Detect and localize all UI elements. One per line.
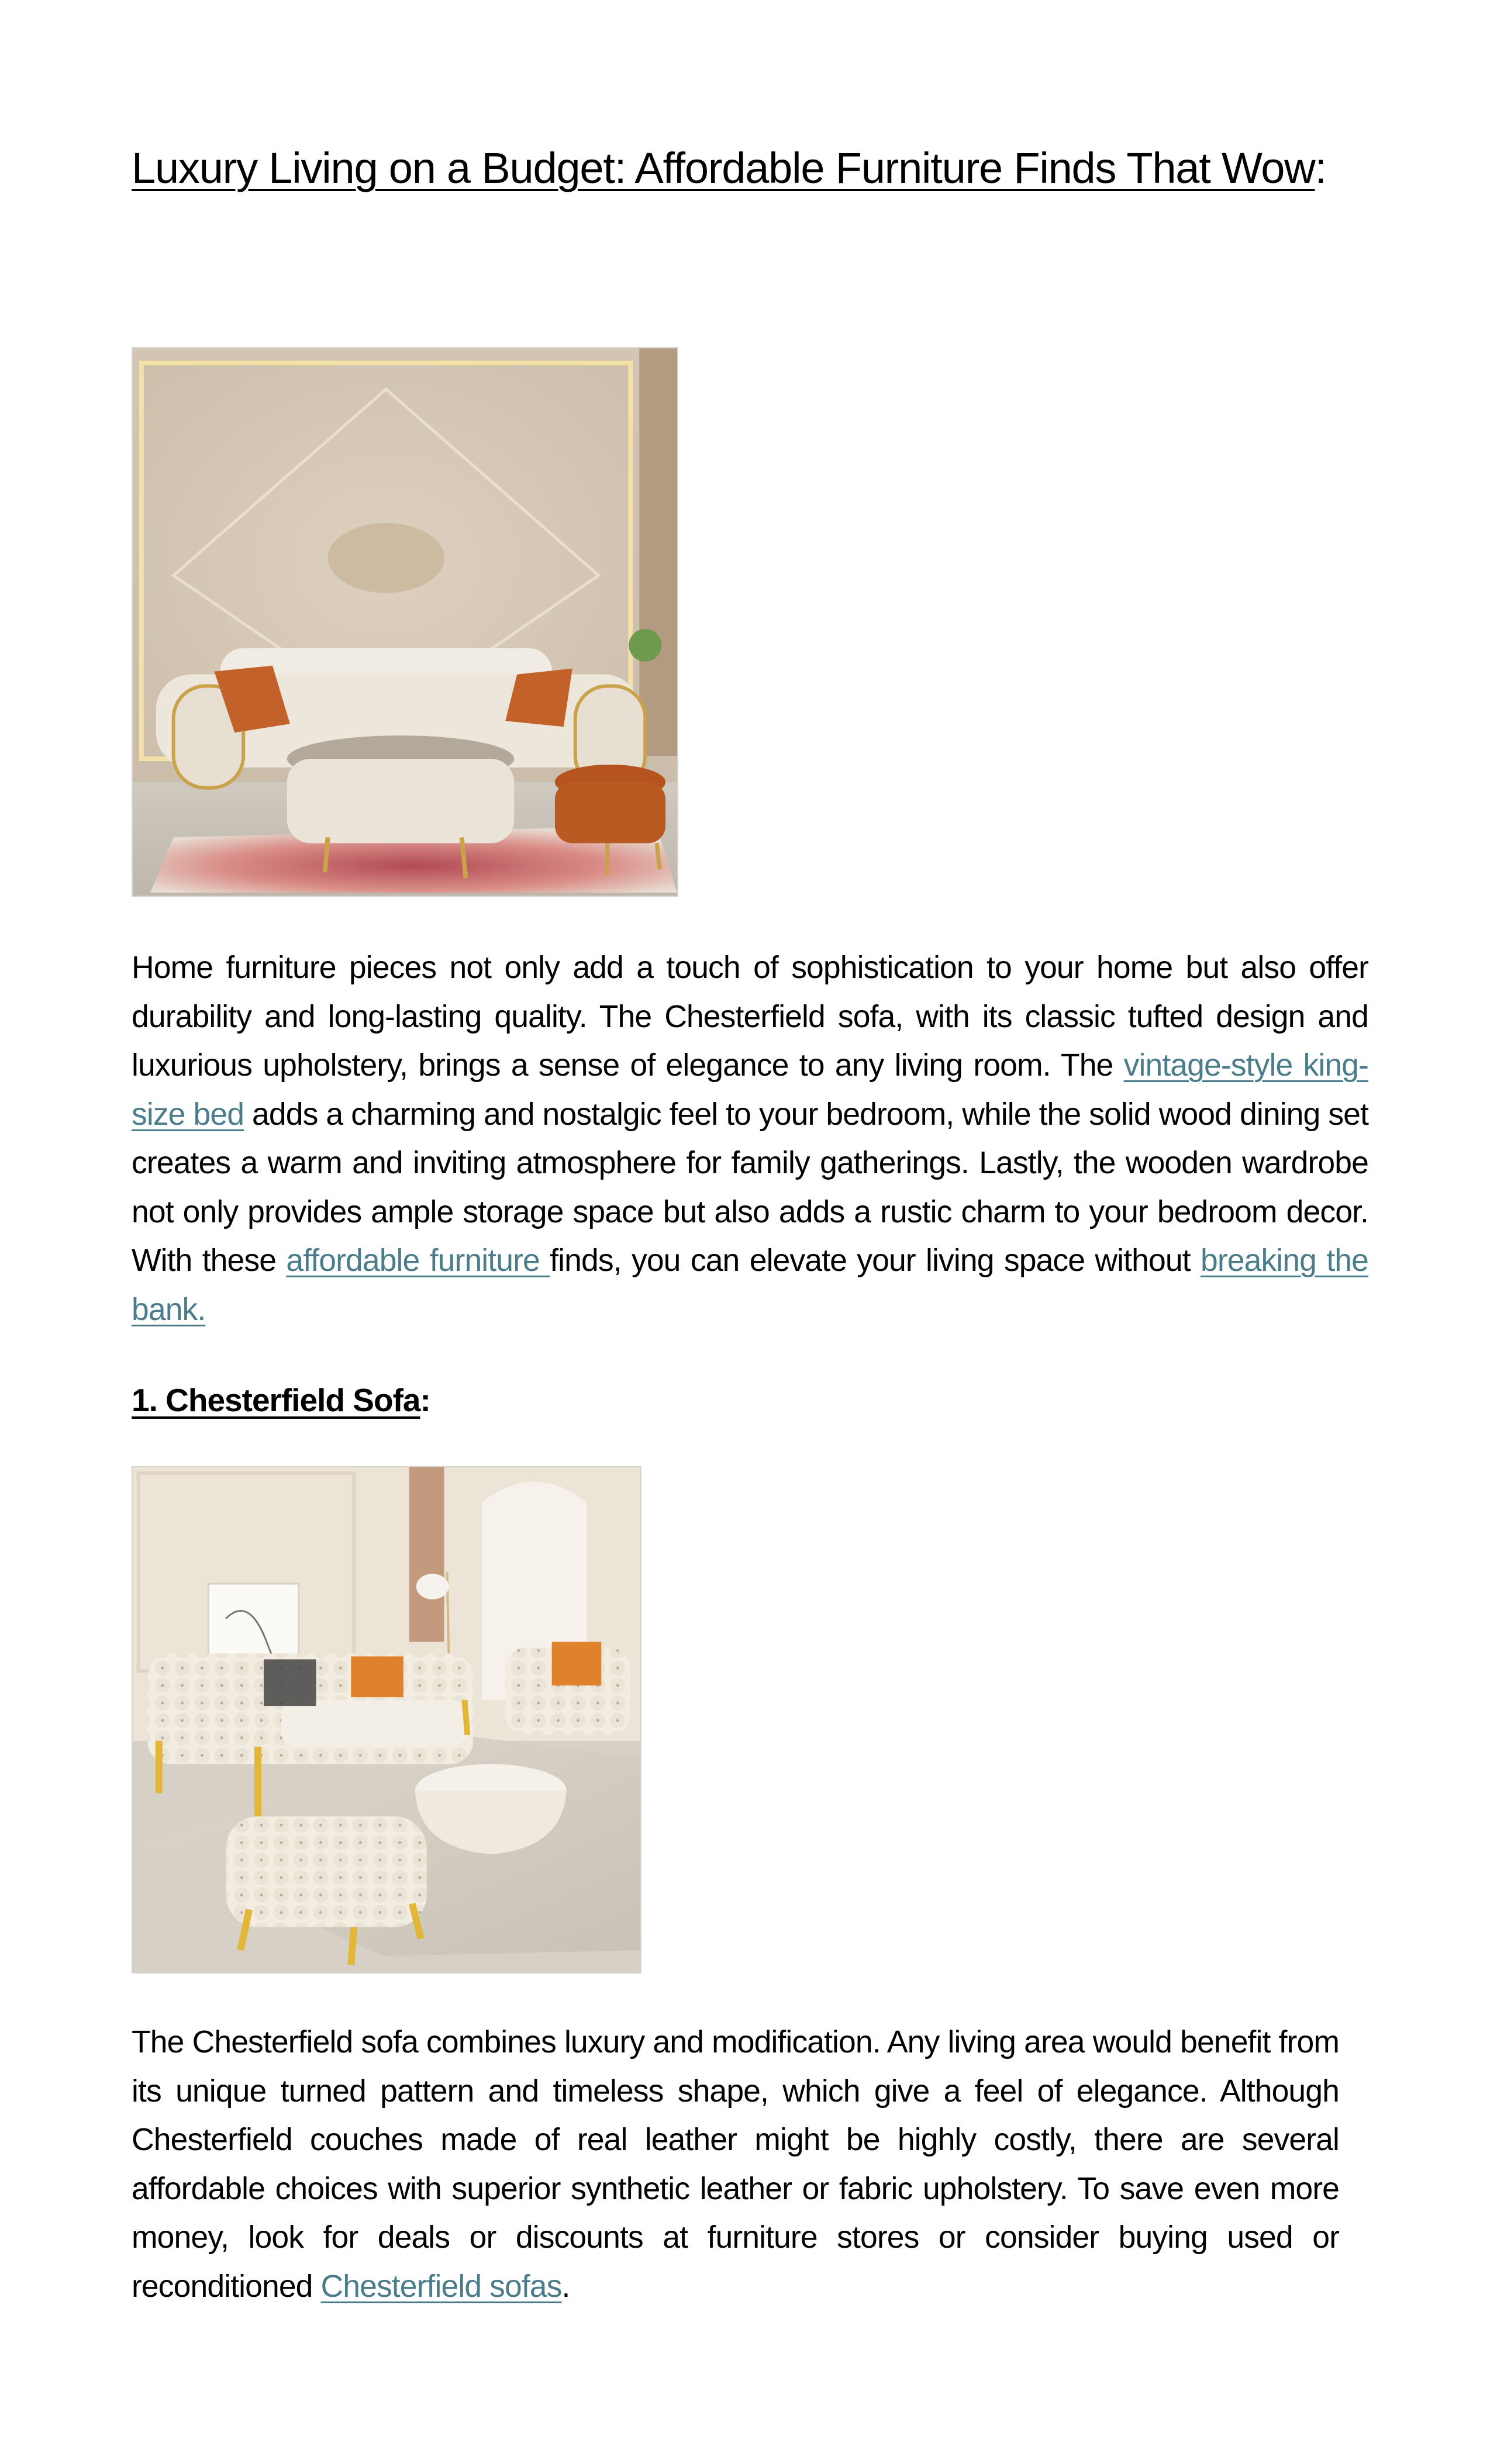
ottoman-shape [226,1816,426,1927]
living-room-illustration [133,348,677,896]
plant-shape [629,629,661,662]
intro-text: Home furniture pieces not only add a touch of sophistication to your home but also offer durability and long-lasting quality. The Chesterfield sofa, with its classic tufted design and luxurious upholstery, brings a sense of elegance to any living room. The [132,951,1368,1083]
section-text-period: . [561,2269,570,2304]
link-affordable-furniture[interactable]: affordable furniture [286,1243,550,1278]
coffee-table-body-shape [287,759,514,843]
document-title-colon: : [1315,144,1326,192]
cushion-orange-shape [351,1657,403,1698]
armchair-cushion-shape [552,1642,602,1686]
sofa-seat-shape [281,1700,468,1747]
living-room-image [132,347,678,897]
chesterfield-sofa-image [132,1466,641,1974]
link-breaking-the-bank[interactable]: breaking the bank. [132,1243,1368,1327]
ottoman-leg-shape [351,1927,354,1965]
section-heading [132,1377,430,1423]
cushion-houndstooth-shape [264,1659,316,1706]
section-paragraph [132,2018,1339,2311]
intro-text: finds, you can elevate your living space without [550,1243,1201,1278]
floor-lamp-shade-shape [416,1574,449,1599]
pouf-leg-shape [657,843,660,869]
section-text: The Chesterfield sofa combines luxury and modification. Any living area would benefit from its unique turned pattern and timeless shape, which give a feel of elegance. Although Chesterfield couches made of real leather might be highly costly, there are several affordable choices with superior synthetic leather or fabric upholstery. To save even more money, look for deals or discounts at furniture stores or consider buying used or reconditioned [132,2025,1339,2304]
chesterfield-illustration [133,1467,640,1972]
link-vintage-king-size-bed[interactable]: vintage-style king-size bed [132,1048,1368,1132]
table-leg-shape [325,837,328,872]
section-heading-colon: : [420,1382,430,1418]
intro-text: adds a charming and nostalgic feel to your bedroom, while the solid wood dining set creates a warm and inviting atmosphere for family gatherings. Lastly, the wooden wardrobe not only provides ample storage space but also adds a rustic charm to your bedroom decor. With these [132,1097,1368,1278]
section-heading-text: 1. Chesterfield Sofa [132,1382,420,1418]
intro-paragraph [132,944,1368,1334]
ornament-shape [328,523,444,593]
document-title-text: Luxury Living on a Budget: Affordable Furniture Finds That Wow [132,144,1315,192]
pouf-body-shape [555,782,665,844]
link-chesterfield-sofas[interactable]: Chesterfield sofas [320,2269,562,2304]
document-title [132,133,1360,203]
sofa-leg-shape [464,1700,467,1735]
curtain-shape [409,1467,444,1642]
shelf-shape [639,348,677,756]
